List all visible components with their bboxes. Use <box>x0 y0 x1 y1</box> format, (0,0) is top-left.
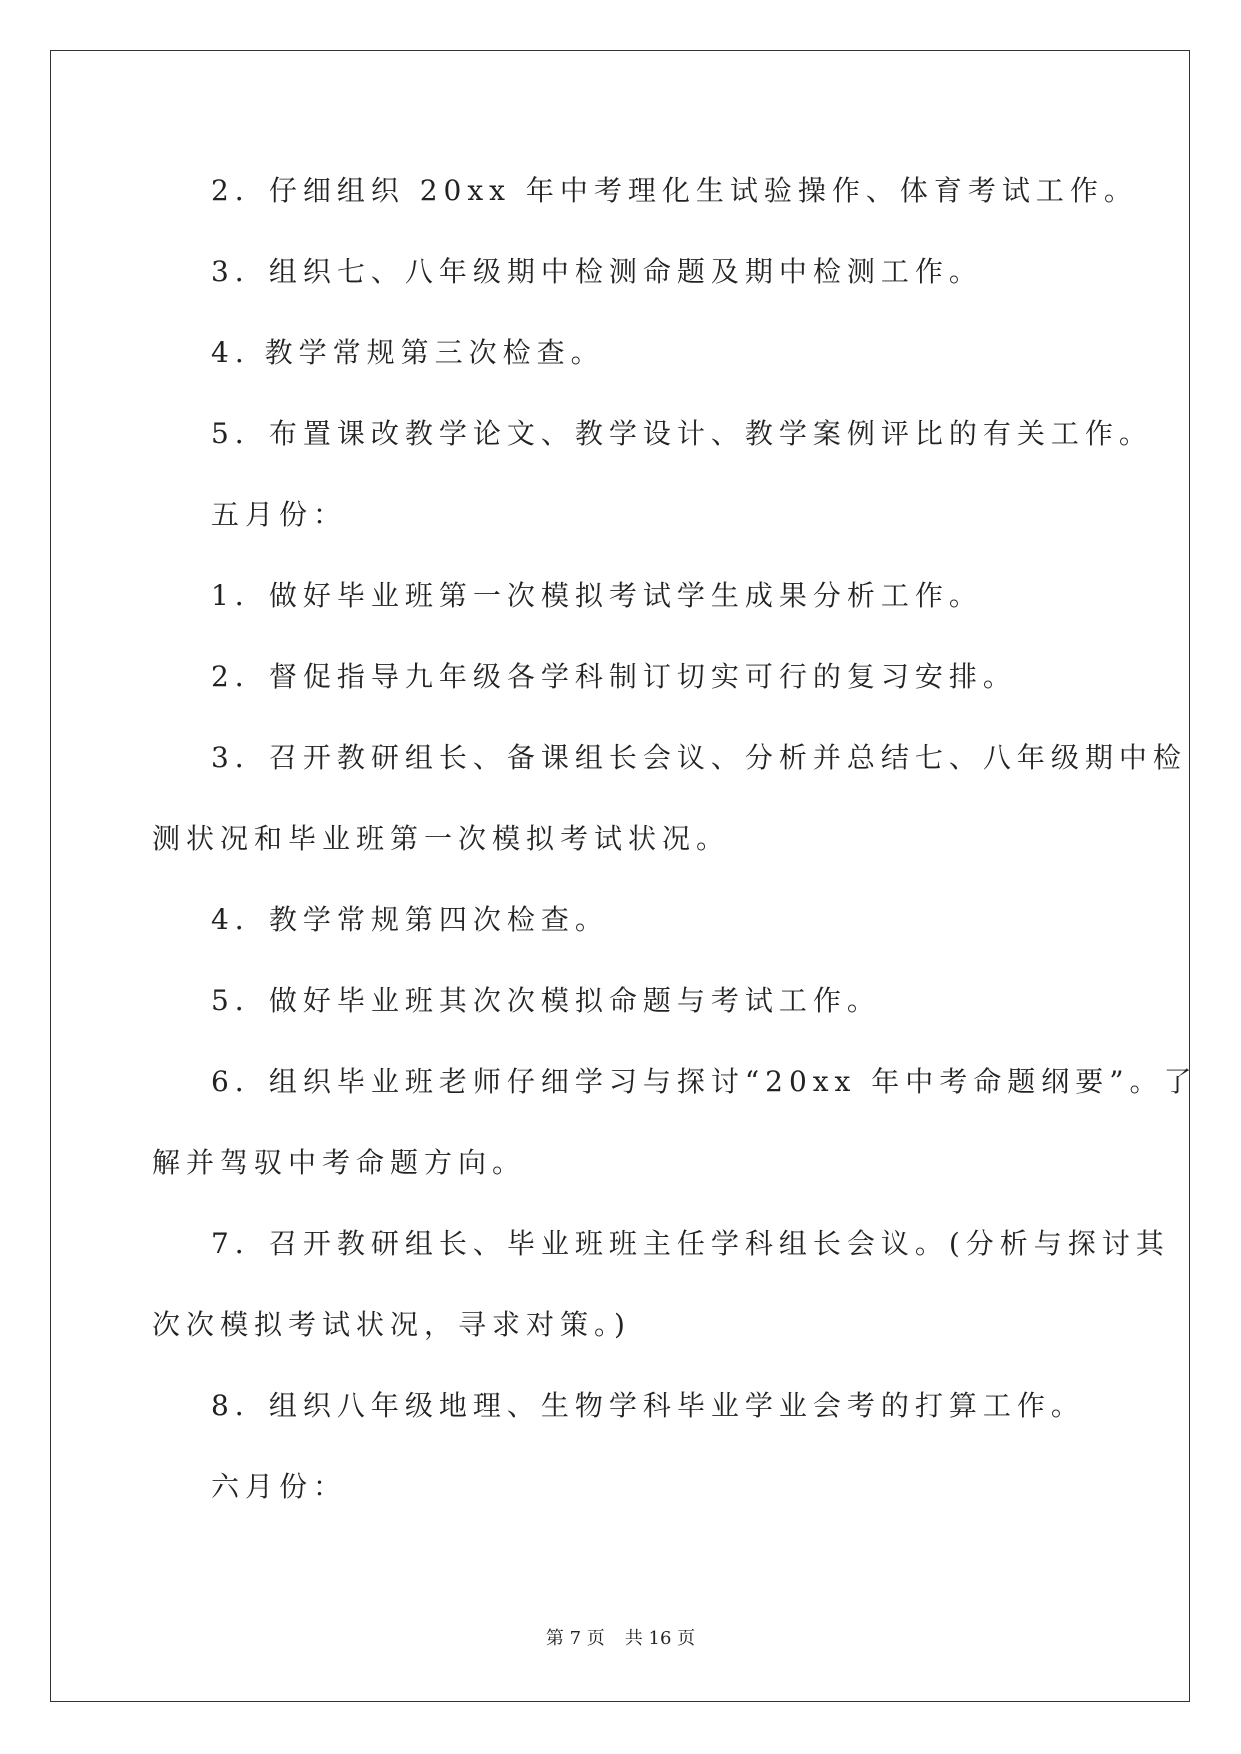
text-line-item-5: 5．布置课改教学论文、教学设计、教学案例评比的有关工作。 <box>211 417 1153 450</box>
text-line-item-2: 2．仔细组织 20xx 年中考理化生试验操作、体育考试工作。 <box>211 174 1138 207</box>
section-heading-june: 六月份： <box>211 1470 348 1503</box>
text-line-continuation: 次次模拟考试状况，寻求对策。) <box>152 1308 631 1341</box>
page-footer <box>0 1627 1241 1651</box>
section-heading-may: 五月份： <box>211 498 348 531</box>
text-line-item-3: 3．召开教研组长、备课组长会议、分析并总结七、八年级期中检 <box>211 741 1187 774</box>
page-total: 共 16 页 <box>624 1628 696 1649</box>
text-line-continuation: 测状况和毕业班第一次模拟考试状况。 <box>152 822 731 855</box>
page-border <box>50 50 1190 1702</box>
text-line-item-4: 4．教学常规第四次检查。 <box>211 903 609 936</box>
text-line-item-7: 7．召开教研组长、毕业班班主任学科组长会议。(分析与探讨其 <box>211 1227 1170 1260</box>
text-line-item-5: 5．做好毕业班其次次模拟命题与考试工作。 <box>211 984 881 1017</box>
text-line-item-4: 4. 教学常规第三次检查。 <box>211 336 605 369</box>
text-line-item-1: 1．做好毕业班第一次模拟考试学生成果分析工作。 <box>211 579 983 612</box>
text-line-item-2: 2．督促指导九年级各学科制订切实可行的复习安排。 <box>211 660 1017 693</box>
text-line-item-3: 3．组织七、八年级期中检测命题及期中检测工作。 <box>211 255 983 288</box>
text-line-continuation: 解并驾驭中考命题方向。 <box>152 1146 527 1179</box>
page-number: 第 7 页 <box>545 1628 605 1649</box>
text-line-item-6: 6．组织毕业班老师仔细学习与探讨“20xx 年中考命题纲要”。了 <box>211 1065 1198 1098</box>
text-line-item-8: 8．组织八年级地理、生物学科毕业学业会考的打算工作。 <box>211 1389 1085 1422</box>
